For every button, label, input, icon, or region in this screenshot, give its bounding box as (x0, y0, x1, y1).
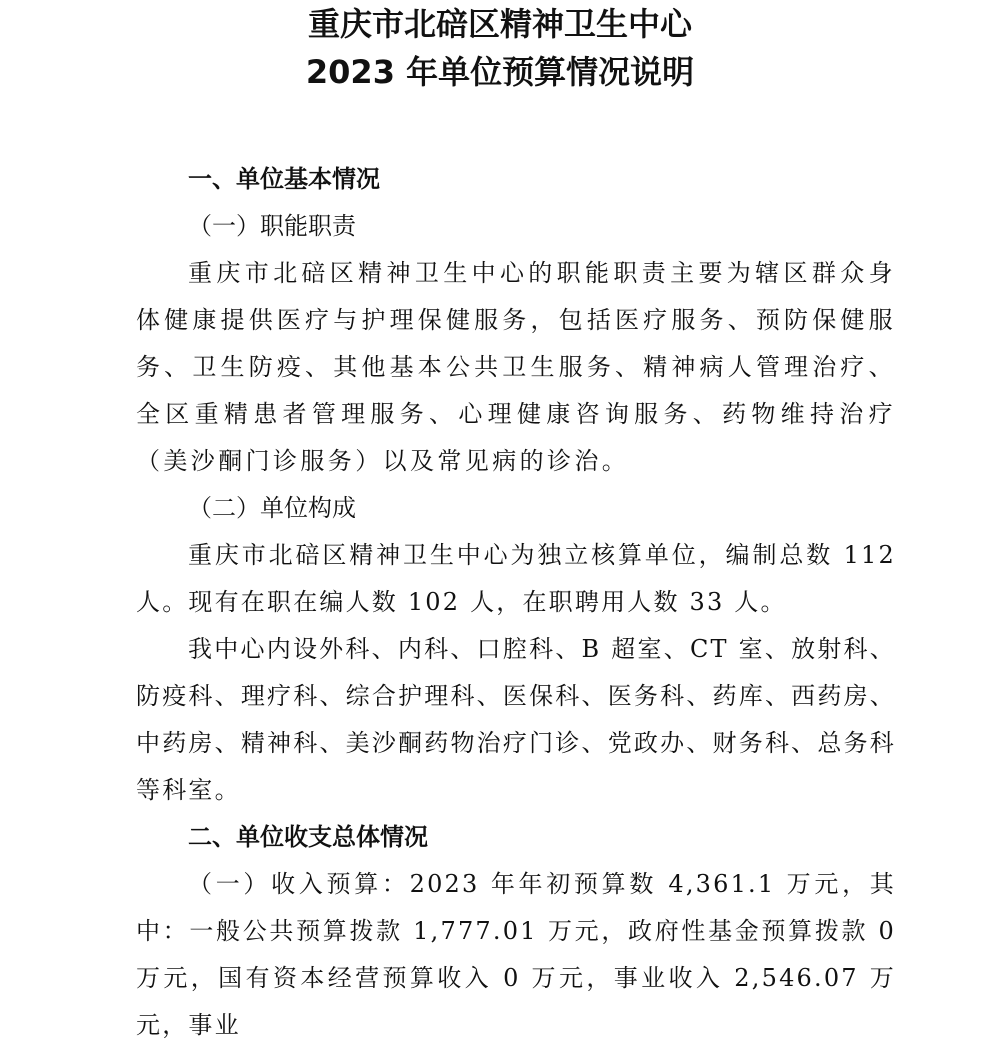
subsection-heading-structure: （二）单位构成 (188, 494, 356, 522)
document-title-line-1: 重庆市北碚区精神卫生中心 (307, 5, 692, 43)
document-title-line-2: 2023 年单位预算情况说明 (305, 53, 695, 91)
paragraph-structure: 重庆市北碚区精神卫生中心为独立核算单位，编制总数 112 人。现有在职在编人数 102 人，在职聘用人数 33 人。 (136, 541, 896, 616)
paragraph-departments: 我中心内设外科、内科、口腔科、B 超室、CT 室、放射科、防疫科、理疗科、综合护理科、医保科、医务科、药库、西药房、中药房、精神科、美沙酮药物治疗门诊、党政办、财务科、总务科等科室。 (136, 635, 896, 804)
paragraph-functions: 重庆市北碚区精神卫生中心的职能职责主要为辖区群众身体健康提供医疗与护理保健服务，包括医疗服务、预防保健服务、卫生防疫、其他基本公共卫生服务、精神病人管理治疗、全区重精患者管理服务、心理健康咨询服务、药物维持治疗（美沙酮门诊服务）以及常见病的诊治。 (136, 259, 896, 475)
section-heading-budget-overview: 二、单位收支总体情况 (188, 823, 428, 851)
paragraph-income-budget: （一）收入预算：2023 年年初预算数 4,361.1 万元，其中：一般公共预算拨款 1,777.01 万元，政府性基金预算拨款 0 万元，国有资本经营预算收入 0 万元，事业收入 2,546.07 万元，事业 (136, 870, 896, 1039)
subsection-heading-functions: （一）职能职责 (188, 212, 356, 240)
section-heading-basic-info: 一、单位基本情况 (188, 165, 380, 193)
document-body (136, 156, 896, 1049)
